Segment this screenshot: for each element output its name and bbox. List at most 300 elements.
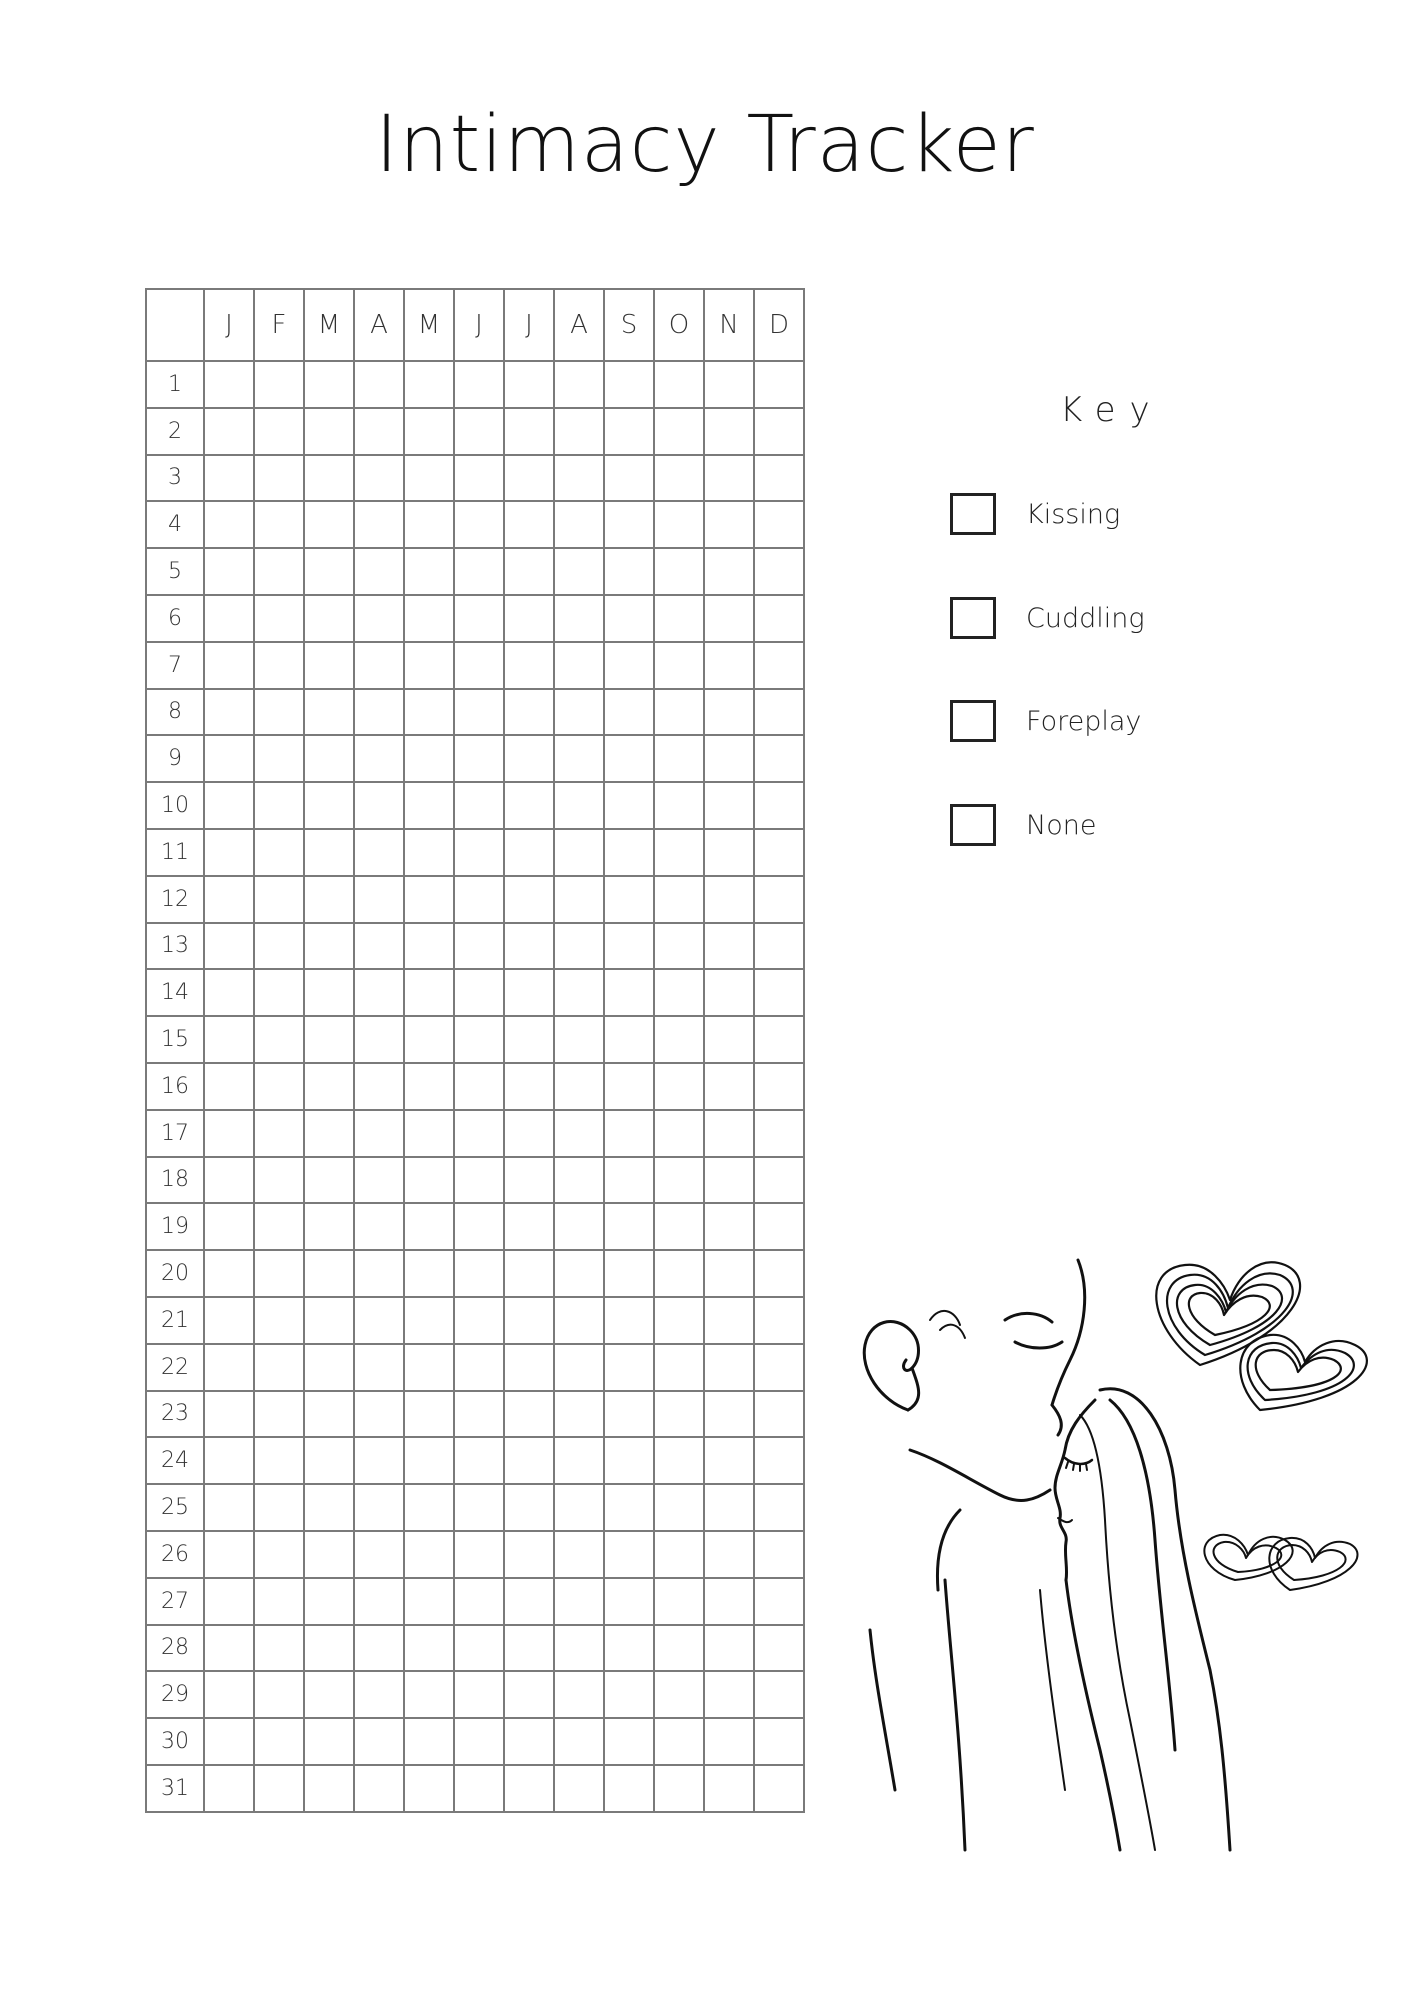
tracker-cell[interactable] xyxy=(554,1344,604,1391)
tracker-cell[interactable] xyxy=(754,1578,804,1625)
tracker-cell[interactable] xyxy=(554,1718,604,1765)
tracker-cell[interactable] xyxy=(404,1016,454,1063)
tracker-cell[interactable] xyxy=(554,1484,604,1531)
tracker-cell[interactable] xyxy=(754,1437,804,1484)
tracker-cell[interactable] xyxy=(754,1531,804,1578)
tracker-cell[interactable] xyxy=(304,1344,354,1391)
tracker-cell[interactable] xyxy=(454,1765,504,1812)
tracker-cell[interactable] xyxy=(754,1765,804,1812)
tracker-cell[interactable] xyxy=(404,923,454,970)
tracker-cell[interactable] xyxy=(704,1110,754,1157)
tracker-cell[interactable] xyxy=(304,782,354,829)
tracker-cell[interactable] xyxy=(354,1110,404,1157)
tracker-cell[interactable] xyxy=(204,1671,254,1718)
tracker-cell[interactable] xyxy=(254,1297,304,1344)
tracker-cell[interactable] xyxy=(204,595,254,642)
tracker-cell[interactable] xyxy=(604,1016,654,1063)
tracker-cell[interactable] xyxy=(454,642,504,689)
tracker-cell[interactable] xyxy=(404,642,454,689)
tracker-cell[interactable] xyxy=(304,1484,354,1531)
tracker-cell[interactable] xyxy=(304,501,354,548)
tracker-cell[interactable] xyxy=(504,1157,554,1204)
tracker-cell[interactable] xyxy=(604,1110,654,1157)
tracker-cell[interactable] xyxy=(204,408,254,455)
tracker-cell[interactable] xyxy=(204,455,254,502)
tracker-cell[interactable] xyxy=(254,1110,304,1157)
tracker-cell[interactable] xyxy=(604,829,654,876)
tracker-cell[interactable] xyxy=(604,408,654,455)
tracker-cell[interactable] xyxy=(604,969,654,1016)
tracker-cell[interactable] xyxy=(254,1203,304,1250)
tracker-cell[interactable] xyxy=(504,1718,554,1765)
tracker-cell[interactable] xyxy=(354,829,404,876)
tracker-cell[interactable] xyxy=(354,361,404,408)
tracker-cell[interactable] xyxy=(404,1484,454,1531)
tracker-cell[interactable] xyxy=(754,1484,804,1531)
tracker-cell[interactable] xyxy=(204,1718,254,1765)
tracker-cell[interactable] xyxy=(354,1437,404,1484)
tracker-cell[interactable] xyxy=(254,1484,304,1531)
tracker-cell[interactable] xyxy=(454,1297,504,1344)
tracker-cell[interactable] xyxy=(504,1765,554,1812)
tracker-cell[interactable] xyxy=(204,969,254,1016)
tracker-cell[interactable] xyxy=(704,735,754,782)
tracker-cell[interactable] xyxy=(254,1578,304,1625)
tracker-cell[interactable] xyxy=(554,1531,604,1578)
tracker-cell[interactable] xyxy=(604,1718,654,1765)
tracker-cell[interactable] xyxy=(504,1531,554,1578)
tracker-cell[interactable] xyxy=(604,1063,654,1110)
tracker-cell[interactable] xyxy=(604,595,654,642)
tracker-cell[interactable] xyxy=(454,735,504,782)
tracker-cell[interactable] xyxy=(554,1671,604,1718)
tracker-cell[interactable] xyxy=(304,361,354,408)
tracker-cell[interactable] xyxy=(654,876,704,923)
tracker-cell[interactable] xyxy=(404,1203,454,1250)
tracker-cell[interactable] xyxy=(554,1203,604,1250)
tracker-cell[interactable] xyxy=(504,923,554,970)
tracker-cell[interactable] xyxy=(404,969,454,1016)
tracker-cell[interactable] xyxy=(304,1157,354,1204)
tracker-cell[interactable] xyxy=(204,1437,254,1484)
tracker-cell[interactable] xyxy=(454,1531,504,1578)
tracker-cell[interactable] xyxy=(504,1437,554,1484)
tracker-cell[interactable] xyxy=(654,1484,704,1531)
tracker-cell[interactable] xyxy=(754,1063,804,1110)
tracker-cell[interactable] xyxy=(454,969,504,1016)
tracker-cell[interactable] xyxy=(254,1671,304,1718)
tracker-cell[interactable] xyxy=(404,501,454,548)
tracker-cell[interactable] xyxy=(404,1578,454,1625)
tracker-cell[interactable] xyxy=(654,361,704,408)
tracker-cell[interactable] xyxy=(404,1063,454,1110)
tracker-cell[interactable] xyxy=(454,595,504,642)
tracker-cell[interactable] xyxy=(204,1625,254,1672)
tracker-cell[interactable] xyxy=(554,1110,604,1157)
tracker-cell[interactable] xyxy=(354,1718,404,1765)
tracker-cell[interactable] xyxy=(354,1016,404,1063)
tracker-cell[interactable] xyxy=(454,1391,504,1438)
tracker-cell[interactable] xyxy=(754,1344,804,1391)
tracker-cell[interactable] xyxy=(554,1157,604,1204)
tracker-cell[interactable] xyxy=(354,1578,404,1625)
tracker-cell[interactable] xyxy=(504,1391,554,1438)
tracker-cell[interactable] xyxy=(504,1250,554,1297)
tracker-cell[interactable] xyxy=(504,782,554,829)
tracker-cell[interactable] xyxy=(354,1671,404,1718)
tracker-cell[interactable] xyxy=(704,1625,754,1672)
tracker-cell[interactable] xyxy=(404,1671,454,1718)
tracker-cell[interactable] xyxy=(354,1391,404,1438)
tracker-cell[interactable] xyxy=(304,455,354,502)
tracker-cell[interactable] xyxy=(654,1625,704,1672)
tracker-cell[interactable] xyxy=(454,782,504,829)
tracker-cell[interactable] xyxy=(254,1157,304,1204)
tracker-cell[interactable] xyxy=(504,1484,554,1531)
none-checkbox[interactable] xyxy=(950,804,996,846)
tracker-cell[interactable] xyxy=(454,829,504,876)
tracker-cell[interactable] xyxy=(354,1625,404,1672)
tracker-cell[interactable] xyxy=(604,689,654,736)
tracker-cell[interactable] xyxy=(604,361,654,408)
tracker-cell[interactable] xyxy=(654,735,704,782)
tracker-cell[interactable] xyxy=(604,1297,654,1344)
tracker-cell[interactable] xyxy=(404,1391,454,1438)
tracker-cell[interactable] xyxy=(504,1016,554,1063)
tracker-cell[interactable] xyxy=(654,1437,704,1484)
tracker-cell[interactable] xyxy=(404,455,454,502)
tracker-cell[interactable] xyxy=(454,876,504,923)
tracker-cell[interactable] xyxy=(654,1765,704,1812)
tracker-cell[interactable] xyxy=(404,1765,454,1812)
tracker-cell[interactable] xyxy=(754,1157,804,1204)
tracker-cell[interactable] xyxy=(754,1110,804,1157)
tracker-cell[interactable] xyxy=(554,1391,604,1438)
tracker-cell[interactable] xyxy=(354,408,404,455)
tracker-cell[interactable] xyxy=(454,1484,504,1531)
tracker-cell[interactable] xyxy=(754,1671,804,1718)
tracker-cell[interactable] xyxy=(204,361,254,408)
tracker-cell[interactable] xyxy=(704,595,754,642)
tracker-cell[interactable] xyxy=(704,1063,754,1110)
tracker-cell[interactable] xyxy=(254,923,304,970)
tracker-cell[interactable] xyxy=(654,1344,704,1391)
tracker-cell[interactable] xyxy=(254,735,304,782)
tracker-cell[interactable] xyxy=(704,1765,754,1812)
tracker-cell[interactable] xyxy=(554,1297,604,1344)
tracker-cell[interactable] xyxy=(204,1297,254,1344)
tracker-cell[interactable] xyxy=(304,1110,354,1157)
tracker-cell[interactable] xyxy=(604,735,654,782)
tracker-cell[interactable] xyxy=(604,455,654,502)
tracker-cell[interactable] xyxy=(404,829,454,876)
tracker-cell[interactable] xyxy=(654,689,704,736)
tracker-cell[interactable] xyxy=(204,782,254,829)
tracker-cell[interactable] xyxy=(604,1484,654,1531)
tracker-cell[interactable] xyxy=(254,1625,304,1672)
tracker-cell[interactable] xyxy=(754,1297,804,1344)
tracker-cell[interactable] xyxy=(254,501,304,548)
tracker-cell[interactable] xyxy=(254,689,304,736)
tracker-cell[interactable] xyxy=(354,642,404,689)
tracker-cell[interactable] xyxy=(654,1297,704,1344)
tracker-cell[interactable] xyxy=(204,876,254,923)
tracker-cell[interactable] xyxy=(554,782,604,829)
tracker-cell[interactable] xyxy=(754,1016,804,1063)
tracker-cell[interactable] xyxy=(554,361,604,408)
tracker-cell[interactable] xyxy=(404,1625,454,1672)
tracker-cell[interactable] xyxy=(254,1250,304,1297)
tracker-cell[interactable] xyxy=(754,1250,804,1297)
tracker-cell[interactable] xyxy=(504,408,554,455)
tracker-cell[interactable] xyxy=(254,642,304,689)
tracker-cell[interactable] xyxy=(554,1765,604,1812)
tracker-cell[interactable] xyxy=(204,642,254,689)
tracker-cell[interactable] xyxy=(554,1063,604,1110)
tracker-cell[interactable] xyxy=(504,1344,554,1391)
tracker-cell[interactable] xyxy=(254,1063,304,1110)
tracker-cell[interactable] xyxy=(354,689,404,736)
tracker-cell[interactable] xyxy=(704,361,754,408)
tracker-cell[interactable] xyxy=(604,923,654,970)
tracker-cell[interactable] xyxy=(604,1203,654,1250)
tracker-cell[interactable] xyxy=(204,501,254,548)
tracker-cell[interactable] xyxy=(354,1765,404,1812)
tracker-cell[interactable] xyxy=(554,595,604,642)
tracker-cell[interactable] xyxy=(754,455,804,502)
tracker-cell[interactable] xyxy=(754,1625,804,1672)
tracker-cell[interactable] xyxy=(504,642,554,689)
tracker-cell[interactable] xyxy=(704,1484,754,1531)
tracker-cell[interactable] xyxy=(604,1157,654,1204)
tracker-cell[interactable] xyxy=(604,1765,654,1812)
tracker-cell[interactable] xyxy=(304,1531,354,1578)
tracker-cell[interactable] xyxy=(504,501,554,548)
tracker-cell[interactable] xyxy=(454,1625,504,1672)
tracker-cell[interactable] xyxy=(204,1110,254,1157)
tracker-cell[interactable] xyxy=(654,1250,704,1297)
tracker-cell[interactable] xyxy=(454,1157,504,1204)
tracker-cell[interactable] xyxy=(654,782,704,829)
tracker-cell[interactable] xyxy=(704,1250,754,1297)
tracker-cell[interactable] xyxy=(254,782,304,829)
tracker-cell[interactable] xyxy=(304,408,354,455)
tracker-cell[interactable] xyxy=(654,548,704,595)
tracker-cell[interactable] xyxy=(704,1016,754,1063)
tracker-cell[interactable] xyxy=(254,548,304,595)
tracker-cell[interactable] xyxy=(204,1578,254,1625)
tracker-cell[interactable] xyxy=(354,1203,404,1250)
tracker-cell[interactable] xyxy=(504,455,554,502)
tracker-cell[interactable] xyxy=(504,689,554,736)
tracker-cell[interactable] xyxy=(254,1531,304,1578)
tracker-cell[interactable] xyxy=(254,829,304,876)
tracker-cell[interactable] xyxy=(454,361,504,408)
tracker-cell[interactable] xyxy=(204,1157,254,1204)
tracker-cell[interactable] xyxy=(354,876,404,923)
tracker-cell[interactable] xyxy=(404,1718,454,1765)
tracker-cell[interactable] xyxy=(704,548,754,595)
tracker-cell[interactable] xyxy=(704,1578,754,1625)
tracker-cell[interactable] xyxy=(754,735,804,782)
tracker-cell[interactable] xyxy=(704,969,754,1016)
tracker-cell[interactable] xyxy=(554,829,604,876)
tracker-cell[interactable] xyxy=(304,1671,354,1718)
tracker-cell[interactable] xyxy=(354,1250,404,1297)
tracker-cell[interactable] xyxy=(604,782,654,829)
tracker-cell[interactable] xyxy=(654,969,704,1016)
tracker-cell[interactable] xyxy=(304,642,354,689)
tracker-cell[interactable] xyxy=(554,1016,604,1063)
tracker-cell[interactable] xyxy=(354,735,404,782)
tracker-cell[interactable] xyxy=(754,782,804,829)
tracker-cell[interactable] xyxy=(254,595,304,642)
tracker-cell[interactable] xyxy=(754,689,804,736)
tracker-cell[interactable] xyxy=(604,1625,654,1672)
tracker-cell[interactable] xyxy=(654,501,704,548)
tracker-cell[interactable] xyxy=(604,1391,654,1438)
tracker-cell[interactable] xyxy=(654,1203,704,1250)
tracker-cell[interactable] xyxy=(504,1297,554,1344)
tracker-cell[interactable] xyxy=(404,876,454,923)
tracker-cell[interactable] xyxy=(204,923,254,970)
tracker-cell[interactable] xyxy=(604,1344,654,1391)
tracker-cell[interactable] xyxy=(554,923,604,970)
tracker-cell[interactable] xyxy=(254,1016,304,1063)
tracker-cell[interactable] xyxy=(754,829,804,876)
tracker-cell[interactable] xyxy=(654,1063,704,1110)
tracker-cell[interactable] xyxy=(504,1063,554,1110)
tracker-cell[interactable] xyxy=(504,735,554,782)
tracker-cell[interactable] xyxy=(704,1437,754,1484)
tracker-cell[interactable] xyxy=(554,1250,604,1297)
tracker-cell[interactable] xyxy=(504,1578,554,1625)
tracker-cell[interactable] xyxy=(504,829,554,876)
tracker-cell[interactable] xyxy=(604,642,654,689)
tracker-cell[interactable] xyxy=(254,1391,304,1438)
tracker-cell[interactable] xyxy=(504,1203,554,1250)
tracker-cell[interactable] xyxy=(704,642,754,689)
tracker-cell[interactable] xyxy=(204,1531,254,1578)
tracker-cell[interactable] xyxy=(304,923,354,970)
tracker-cell[interactable] xyxy=(554,876,604,923)
tracker-cell[interactable] xyxy=(454,1671,504,1718)
tracker-cell[interactable] xyxy=(304,735,354,782)
tracker-cell[interactable] xyxy=(454,455,504,502)
tracker-cell[interactable] xyxy=(354,782,404,829)
tracker-cell[interactable] xyxy=(754,642,804,689)
tracker-cell[interactable] xyxy=(304,1625,354,1672)
kissing-checkbox[interactable] xyxy=(950,493,996,535)
tracker-cell[interactable] xyxy=(304,1063,354,1110)
tracker-cell[interactable] xyxy=(404,1297,454,1344)
tracker-cell[interactable] xyxy=(454,1110,504,1157)
tracker-cell[interactable] xyxy=(704,1671,754,1718)
tracker-cell[interactable] xyxy=(654,1671,704,1718)
tracker-cell[interactable] xyxy=(754,969,804,1016)
tracker-cell[interactable] xyxy=(204,1484,254,1531)
tracker-cell[interactable] xyxy=(704,1203,754,1250)
tracker-cell[interactable] xyxy=(654,455,704,502)
tracker-cell[interactable] xyxy=(704,689,754,736)
tracker-cell[interactable] xyxy=(304,548,354,595)
tracker-cell[interactable] xyxy=(604,1250,654,1297)
tracker-cell[interactable] xyxy=(454,1063,504,1110)
tracker-cell[interactable] xyxy=(254,1344,304,1391)
tracker-cell[interactable] xyxy=(304,1718,354,1765)
tracker-cell[interactable] xyxy=(204,689,254,736)
tracker-cell[interactable] xyxy=(404,689,454,736)
tracker-cell[interactable] xyxy=(704,408,754,455)
tracker-cell[interactable] xyxy=(354,595,404,642)
tracker-cell[interactable] xyxy=(704,876,754,923)
tracker-cell[interactable] xyxy=(554,455,604,502)
tracker-cell[interactable] xyxy=(254,1718,304,1765)
tracker-cell[interactable] xyxy=(704,501,754,548)
tracker-cell[interactable] xyxy=(204,1250,254,1297)
tracker-cell[interactable] xyxy=(604,1531,654,1578)
tracker-cell[interactable] xyxy=(504,595,554,642)
tracker-cell[interactable] xyxy=(354,1157,404,1204)
tracker-cell[interactable] xyxy=(604,501,654,548)
tracker-cell[interactable] xyxy=(504,548,554,595)
tracker-cell[interactable] xyxy=(404,361,454,408)
tracker-cell[interactable] xyxy=(754,361,804,408)
tracker-cell[interactable] xyxy=(554,501,604,548)
tracker-cell[interactable] xyxy=(454,501,504,548)
tracker-cell[interactable] xyxy=(304,1765,354,1812)
tracker-cell[interactable] xyxy=(354,923,404,970)
tracker-cell[interactable] xyxy=(704,1391,754,1438)
tracker-cell[interactable] xyxy=(704,1344,754,1391)
tracker-cell[interactable] xyxy=(354,1063,404,1110)
tracker-cell[interactable] xyxy=(754,1203,804,1250)
tracker-cell[interactable] xyxy=(404,595,454,642)
tracker-cell[interactable] xyxy=(454,1250,504,1297)
tracker-cell[interactable] xyxy=(404,1437,454,1484)
tracker-cell[interactable] xyxy=(304,1250,354,1297)
tracker-cell[interactable] xyxy=(304,595,354,642)
tracker-cell[interactable] xyxy=(554,735,604,782)
tracker-cell[interactable] xyxy=(254,408,304,455)
tracker-cell[interactable] xyxy=(454,548,504,595)
tracker-cell[interactable] xyxy=(404,1250,454,1297)
tracker-cell[interactable] xyxy=(704,923,754,970)
tracker-cell[interactable] xyxy=(304,829,354,876)
tracker-cell[interactable] xyxy=(304,1391,354,1438)
tracker-cell[interactable] xyxy=(504,1671,554,1718)
tracker-cell[interactable] xyxy=(454,1016,504,1063)
tracker-cell[interactable] xyxy=(704,1297,754,1344)
tracker-cell[interactable] xyxy=(354,1531,404,1578)
tracker-cell[interactable] xyxy=(604,876,654,923)
tracker-cell[interactable] xyxy=(704,1157,754,1204)
tracker-cell[interactable] xyxy=(704,829,754,876)
tracker-cell[interactable] xyxy=(254,876,304,923)
tracker-cell[interactable] xyxy=(654,1578,704,1625)
tracker-cell[interactable] xyxy=(554,408,604,455)
tracker-cell[interactable] xyxy=(354,455,404,502)
tracker-cell[interactable] xyxy=(554,1437,604,1484)
tracker-cell[interactable] xyxy=(604,1578,654,1625)
tracker-cell[interactable] xyxy=(254,361,304,408)
tracker-cell[interactable] xyxy=(204,1391,254,1438)
tracker-cell[interactable] xyxy=(454,1718,504,1765)
tracker-cell[interactable] xyxy=(504,1625,554,1672)
tracker-cell[interactable] xyxy=(654,1718,704,1765)
tracker-cell[interactable] xyxy=(304,876,354,923)
tracker-cell[interactable] xyxy=(604,548,654,595)
